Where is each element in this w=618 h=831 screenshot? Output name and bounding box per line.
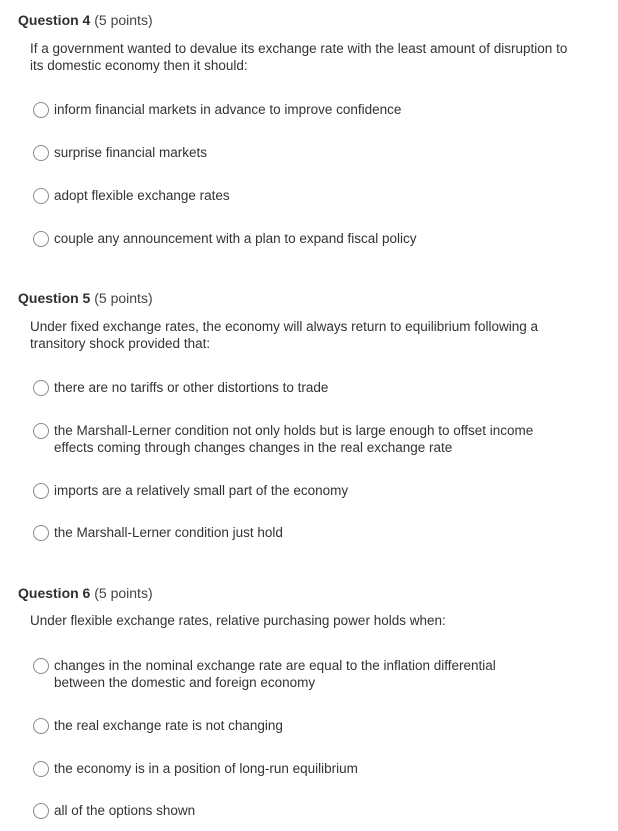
radio-button[interactable] [33,658,49,674]
option-label[interactable]: the economy is in a position of long-run equilibrium [54,761,358,776]
radio-button[interactable] [33,483,49,499]
option-label[interactable]: changes in the nominal exchange rate are equal to the inflation differential between the domestic and foreign economy [54,658,496,690]
answer-option[interactable] [33,379,593,396]
question-prompt: Under fixed exchange rates, the economy will always return to equilibrium following a transitory shock provided that: [30,319,539,351]
radio-button[interactable] [33,423,49,439]
option-label[interactable]: imports are a relatively small part of the economy [54,483,349,498]
option-label[interactable]: all of the options shown [54,803,196,818]
option-label[interactable]: couple any announcement with a plan to expand fiscal policy [54,231,417,246]
radio-button[interactable] [33,525,49,541]
question-number: Question 6 [18,585,91,601]
radio-button[interactable] [33,145,49,161]
option-label[interactable]: surprise financial markets [54,145,208,160]
radio-button[interactable] [33,718,49,734]
radio-button[interactable] [33,803,49,819]
answer-option[interactable] [33,144,593,161]
answer-option[interactable] [33,760,593,777]
radio-button[interactable] [33,380,49,396]
answer-option[interactable] [33,802,593,819]
question-points: (5 points) [94,585,153,601]
option-label[interactable]: the real exchange rate is not changing [54,718,283,733]
answer-option[interactable] [33,187,593,204]
question-title [18,12,153,28]
radio-button[interactable] [33,188,49,204]
radio-button[interactable] [33,761,49,777]
radio-button[interactable] [33,102,49,118]
answer-option[interactable] [33,524,593,541]
answer-option[interactable] [33,230,593,247]
question-title [18,585,153,601]
option-label[interactable]: adopt flexible exchange rates [54,188,230,203]
question-number: Question 4 [18,12,91,28]
question-prompt: If a government wanted to devalue its exchange rate with the least amount of disruption to its domestic economy then it should: [30,41,568,73]
question-points: (5 points) [94,12,153,28]
question-prompt: Under flexible exchange rates, relative purchasing power holds when: [30,613,446,628]
option-label[interactable]: the Marshall-Lerner condition just hold [54,525,283,540]
answer-option[interactable] [33,482,593,499]
answer-option[interactable] [33,101,593,118]
radio-button[interactable] [33,231,49,247]
answer-option[interactable] [33,717,593,734]
question-title [18,290,153,306]
option-label[interactable]: the Marshall-Lerner condition not only holds but is large enough to offset income effects coming through changes changes in the real exchange rate [54,423,534,455]
option-label[interactable]: inform financial markets in advance to improve confidence [54,102,402,117]
answer-option[interactable] [33,657,593,691]
option-label[interactable]: there are no tariffs or other distortions to trade [54,380,329,395]
question-points: (5 points) [94,290,153,306]
answer-option[interactable] [33,422,593,456]
question-number: Question 5 [18,290,91,306]
